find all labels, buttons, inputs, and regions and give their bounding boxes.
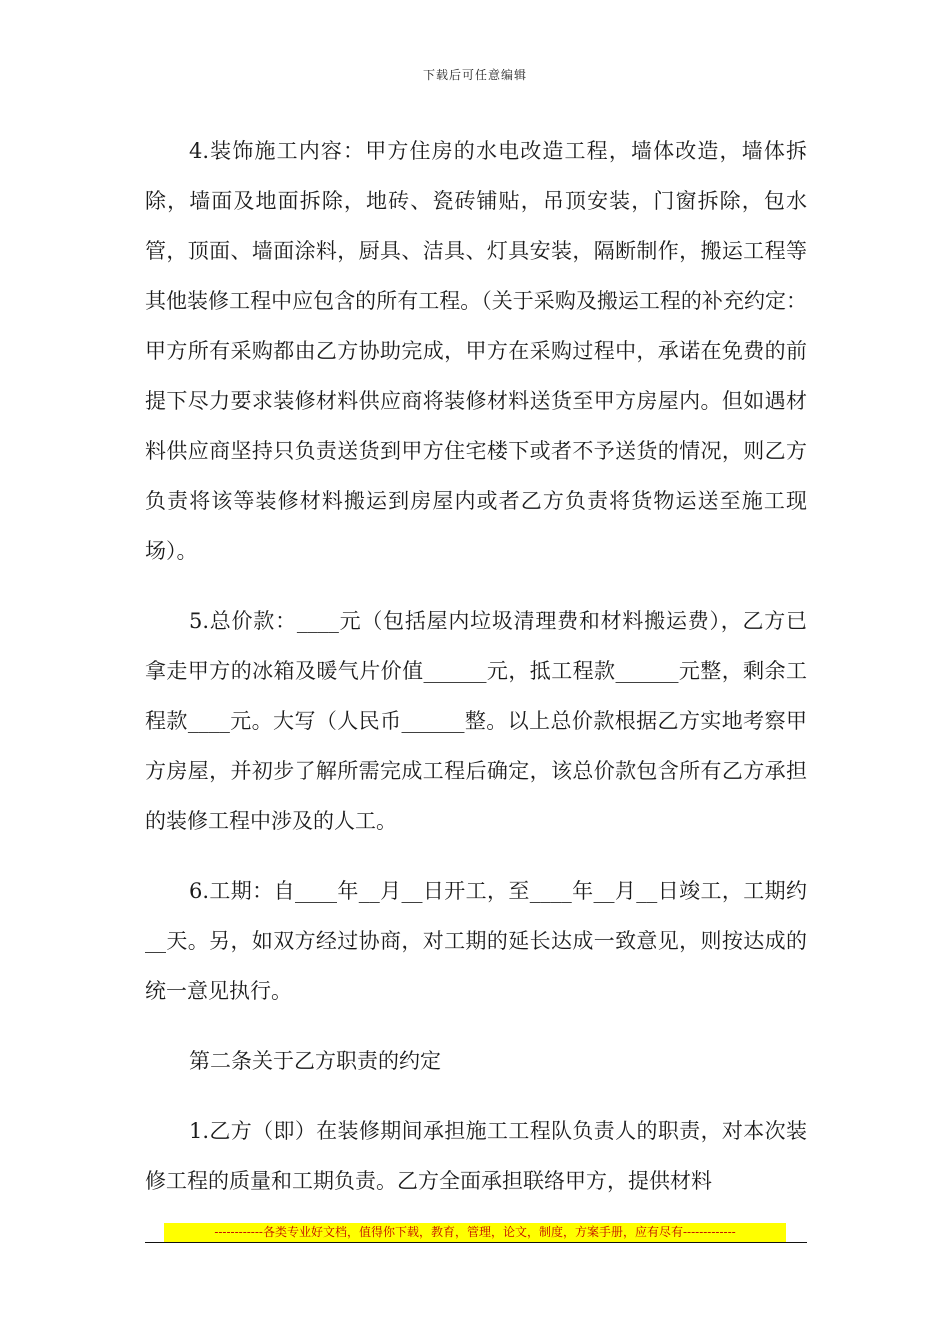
- page-header: 下载后可任意编辑: [422, 68, 527, 82]
- article-2-heading: 第二条关于乙方职责的约定: [189, 1049, 441, 1073]
- document-body: [145, 126, 807, 1226]
- clause-6-schedule: 6.工期：自____年__月__日开工，至____年__月__日竣工，工期约__天。另，如双方经过协商，对工期的延长达成一致意见，则按达成的统一意见执行。: [145, 879, 807, 1003]
- clause-5-total-price: 5.总价款：____元（包括屋内垃圾清理费和材料搬运费），乙方已拿走甲方的冰箱及暖气片价值______元，抵工程款______元整，剩余工程款____元。大写（人民币______整。以上总价款根据乙方实地考察甲方房屋，并初步了解所需完成工程后确定，该总价款包含所有乙方承担的装修工程中涉及的人工。: [145, 609, 807, 833]
- clause-4-construction-content: 4.装饰施工内容：甲方住房的水电改造工程，墙体改造，墙体拆除，墙面及地面拆除，地砖、瓷砖铺贴，吊顶安装，门窗拆除，包水管，顶面、墙面涂料，厨具、洁具、灯具安装，隔断制作，搬运工程等其他装修工程中应包含的所有工程。（关于采购及搬运工程的补充约定：甲方所有采购都由乙方协助完成，甲方在采购过程中，承诺在免费的前提下尽力要求装修材料供应商将装修材料送货至甲方房屋内。但如遇材料供应商坚持只负责送货到甲方住宅楼下或者不予送货的情况，则乙方负责将该等装修材料搬运到房屋内或者乙方负责将货物运送至施工现场）。: [145, 139, 807, 563]
- footer-divider: [145, 1242, 807, 1243]
- footer-promo-banner: ------------各类专业好文档，值得你下载，教育，管理，论文，制度，方案手册，应有尽有-------------: [164, 1223, 786, 1242]
- article-2-clause-1: 1.乙方（即）在装修期间承担施工工程队负责人的职责，对本次装修工程的质量和工期负责。乙方全面承担联络甲方，提供材料: [145, 1119, 807, 1193]
